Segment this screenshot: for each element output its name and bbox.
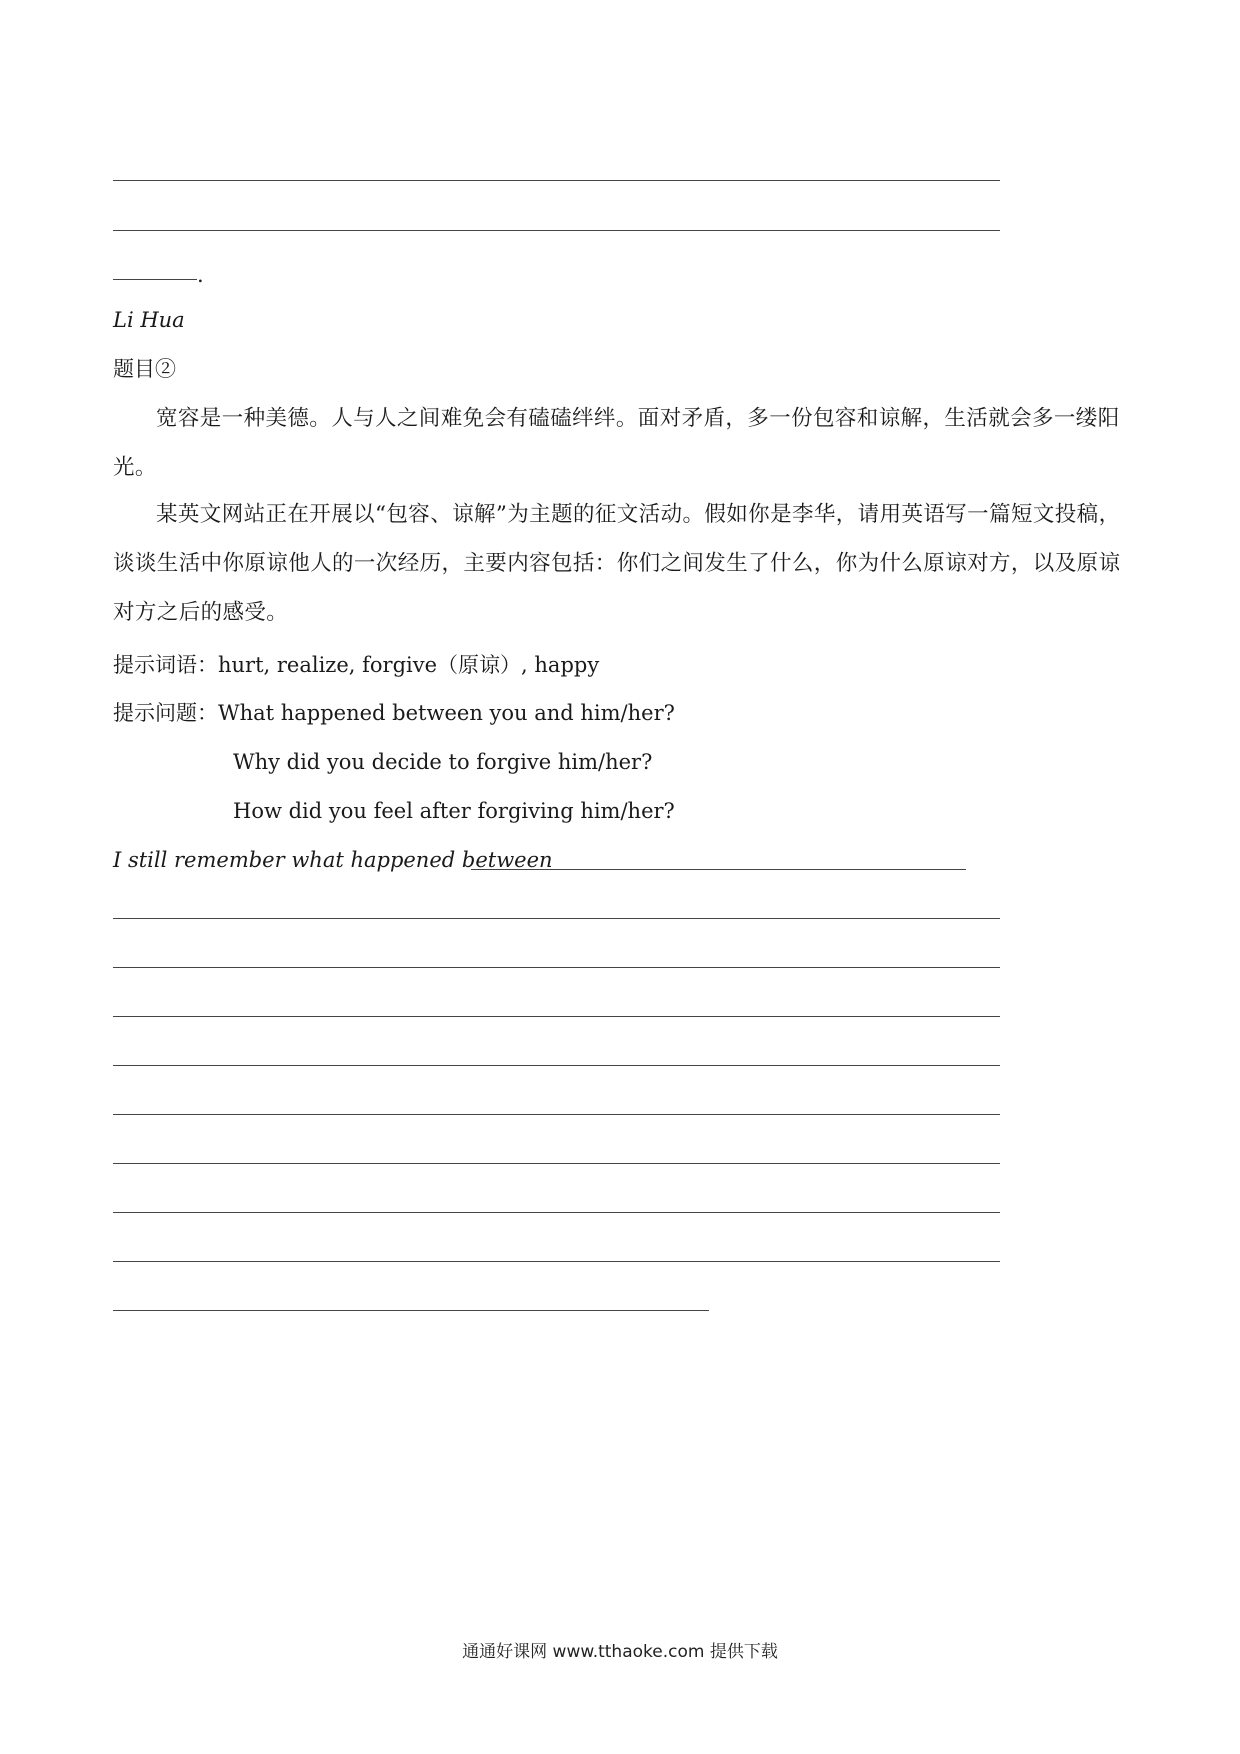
answer-line xyxy=(113,230,1000,231)
essay-answer-line xyxy=(113,967,1000,968)
hint-question: What happened between you and him/her? xyxy=(218,701,675,725)
hint-words xyxy=(113,650,599,680)
section-title: 题目② xyxy=(113,357,176,381)
intro-paragraph-text: 宽容是一种美德。人与人之间难免会有磕磕绊绊。面对矛盾，多一份包容和谅解，生活就会多一缕阳光。 xyxy=(113,406,1120,480)
intro-paragraph xyxy=(113,394,1123,492)
hint-question: Why did you decide to forgive him/her? xyxy=(233,750,653,774)
end-period: . xyxy=(197,263,204,287)
hint-question: How did you feel after forgiving him/her? xyxy=(233,799,675,823)
signature: Li Hua xyxy=(113,308,185,332)
essay-answer-line xyxy=(113,1065,1000,1066)
hint-words-list: hurt, realize, forgive（原谅）, happy xyxy=(218,653,600,677)
page-footer: 通通好课网 www.tthaoke.com 提供下载 xyxy=(462,1642,778,1662)
essay-opening: I still remember what happened between xyxy=(113,848,553,872)
essay-answer-line-short xyxy=(113,1310,709,1311)
task-paragraph xyxy=(113,490,1133,637)
answer-line xyxy=(113,180,1000,181)
hint-words-label: 提示词语： xyxy=(113,653,218,677)
task-paragraph-text: 某英文网站正在开展以“包容、谅解”为主题的征文活动。假如你是李华，请用英语写一篇短文投稿，谈谈生活中你原谅他人的一次经历，主要内容包括：你们之间发生了什么，你为什么原谅对方，以及原谅对方之后的感受。 xyxy=(113,502,1121,625)
hint-questions-label: 提示问题： xyxy=(113,701,218,725)
essay-answer-line xyxy=(113,1114,1000,1115)
essay-answer-line xyxy=(113,1016,1000,1017)
essay-answer-line xyxy=(113,1261,1000,1262)
essay-answer-line xyxy=(113,1163,1000,1164)
hint-questions xyxy=(113,698,675,728)
essay-answer-line xyxy=(113,918,1000,919)
essay-answer-line xyxy=(471,869,966,870)
essay-answer-line xyxy=(113,1212,1000,1213)
answer-line-short xyxy=(113,279,197,280)
